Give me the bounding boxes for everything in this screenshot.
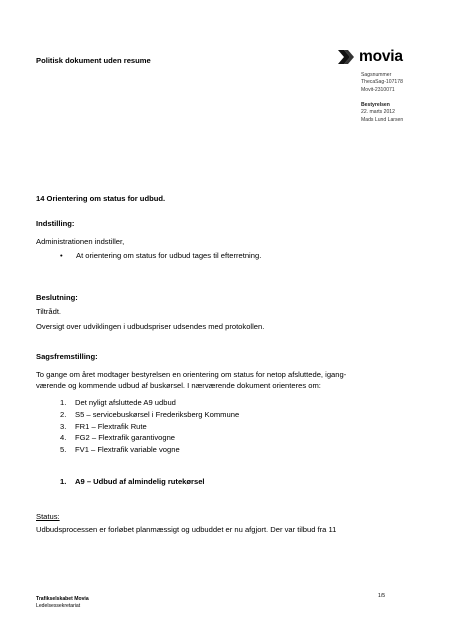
bullet-text: At orientering om status for udbud tages til efterretning. (76, 251, 262, 260)
movia-logo (336, 47, 403, 67)
movia-logo-icon (336, 48, 356, 66)
status-label: Status: (36, 512, 60, 521)
udbud-list (60, 397, 239, 456)
case-number-2: Movit-2310071 (361, 86, 395, 93)
status-text: Udbudsprocessen er forløbet planmæssigt og udbuddet er nu afgjort. Der var tilbud fra 11 (36, 525, 337, 534)
list-item: 5. FV1 – Flextrafik variable vogne (60, 445, 180, 455)
meeting-info (361, 102, 403, 124)
document-type-title: Politisk dokument uden resume (36, 56, 151, 65)
a9-title: A9 – Udbud af almindelig rutekørsel (75, 477, 205, 486)
section-title: 14 Orientering om status for udbud. (36, 194, 166, 203)
bullet-icon: • (60, 251, 63, 260)
indstilling-bullet (60, 251, 261, 260)
page-number: 1/5 (378, 593, 386, 599)
sagsfremstilling-heading: Sagsfremstilling: (36, 352, 98, 361)
case-number-1: ThecaSag-107178 (361, 79, 403, 86)
logo-wordmark: movia (359, 48, 403, 65)
footer-org: Trafikselskabet Movia (36, 596, 89, 602)
sagsfremstilling-line-2: værende og kommende udbud af buskørsel. I nærværende dokument orienteres om: (36, 381, 321, 390)
beslutning-line-2: Oversigt over udviklingen i udbudspriser udsendes med protokollen. (36, 322, 265, 331)
case-label: Sagsnummer (361, 72, 392, 78)
footer (36, 596, 89, 610)
a9-number: 1. (60, 477, 67, 486)
author-name: Mads Lund Larsen (361, 116, 404, 123)
list-item: 2. S5 – servicebuskørsel i Frederiksberg Kommune (60, 409, 240, 419)
a9-heading (60, 477, 205, 486)
indstilling-heading: Indstilling: (36, 219, 75, 228)
board-label: Bestyrelsen (361, 102, 390, 108)
beslutning-heading: Beslutning: (36, 293, 78, 302)
sagsfremstilling-line-1: To gange om året modtager bestyrelsen en orientering om status for netop afsluttede, igang- (36, 370, 347, 379)
footer-dept: Ledelsessekretariat (36, 603, 81, 609)
list-item: 4. FG2 – Flextrafik garantivogne (60, 433, 176, 443)
list-item: 3. FR1 – Flextrafik Rute (60, 421, 147, 431)
beslutning-line-1: Tiltrådt. (36, 307, 62, 316)
meeting-date: 22. marts 2012 (361, 109, 395, 116)
case-info (361, 72, 403, 94)
list-item: 1. Det nyligt afsluttede A9 udbud (60, 398, 176, 407)
indstilling-text: Administrationen indstiller, (36, 237, 125, 246)
